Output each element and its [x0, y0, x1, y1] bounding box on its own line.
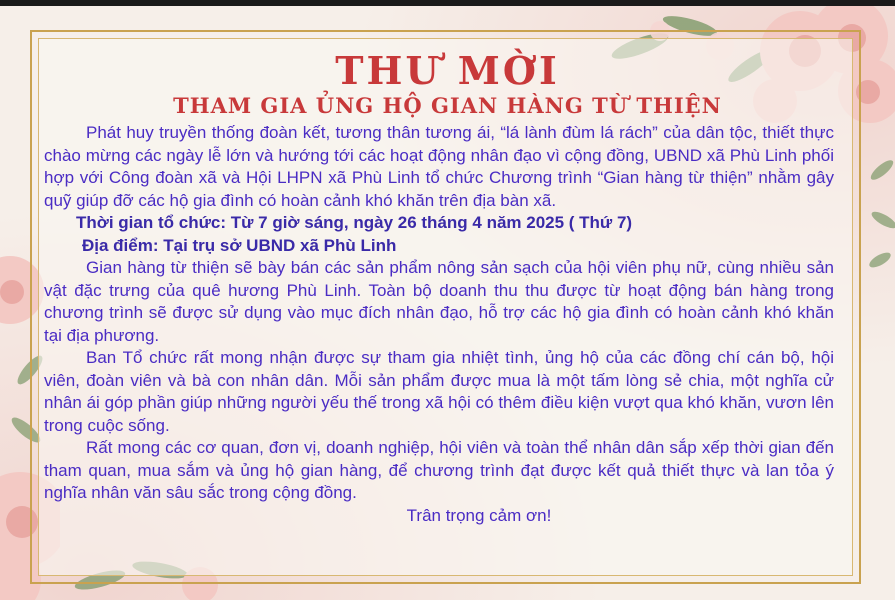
paragraph-products: Gian hàng từ thiện sẽ bày bán các sản phẩm nông sản sạch của hội viên phụ nữ, cùng nhiều sản vật đặc trưng của quê hương Phù Linh. Toàn bộ doanh thu thu được từ hoạt động bán hàng trong chương trình sẽ được sử dụng vào mục đích nhân đạo, hỗ trợ các hộ gia đình có hoàn cảnh khó khăn tại địa phương. — [44, 258, 834, 345]
flower-right-edge-illustration — [862, 140, 895, 290]
letter-body — [44, 122, 834, 527]
closing-thanks: Trân trọng cảm ơn! — [406, 505, 552, 525]
event-place: Địa điểm: Tại trụ sở UBND xã Phù Linh — [82, 235, 397, 255]
paragraph-appeal: Ban Tổ chức rất mong nhận được sự tham gia nhiệt tình, ủng hộ của các đồng chí cán bộ, hội viên, đoàn viên và bà con nhân dân. Mỗi sản phẩm được mua là một tấm lòng sẻ chia, một nghĩa cử nhân ái góp phần giúp những người yếu thế trong xã hội có thêm điều kiện vượt qua khó khăn, vươn lên trong cuộc sống. — [44, 348, 834, 435]
letter-subtitle: THAM GIA ỦNG HỘ GIAN HÀNG TỪ THIỆN — [173, 93, 722, 118]
paragraph-intro: Phát huy truyền thống đoàn kết, tương thân tương ái, “lá lành đùm lá rách” của dân tộc, thiết thực chào mừng các ngày lễ lớn và hướng tới các hoạt động nhân đạo vì cộng đồng, UBND xã Phù Linh phối hợp với Công đoàn xã và Hội LHPN xã Phù Linh tổ chức Chương trình “Gian hàng từ thiện” nhằm gây quỹ giúp đỡ các hộ gia đình có hoàn cảnh khó khăn trên địa bàn xã. — [44, 123, 834, 210]
event-time: Thời gian tổ chức: Từ 7 giờ sáng, ngày 26 tháng 4 năm 2025 ( Thứ 7) — [76, 213, 633, 232]
letter-title: THƯ MỜI — [335, 48, 560, 93]
paragraph-invitation: Rất mong các cơ quan, đơn vị, doanh nghiệp, hội viên và toàn thể nhân dân sắp xếp thời gian đến tham quan, mua sắm và ủng hộ gian hàng, để chương trình đạt được kết quả thiết thực và lan tỏa ý nghĩa nhân văn sâu sắc trong cộng đồng. — [44, 438, 834, 502]
